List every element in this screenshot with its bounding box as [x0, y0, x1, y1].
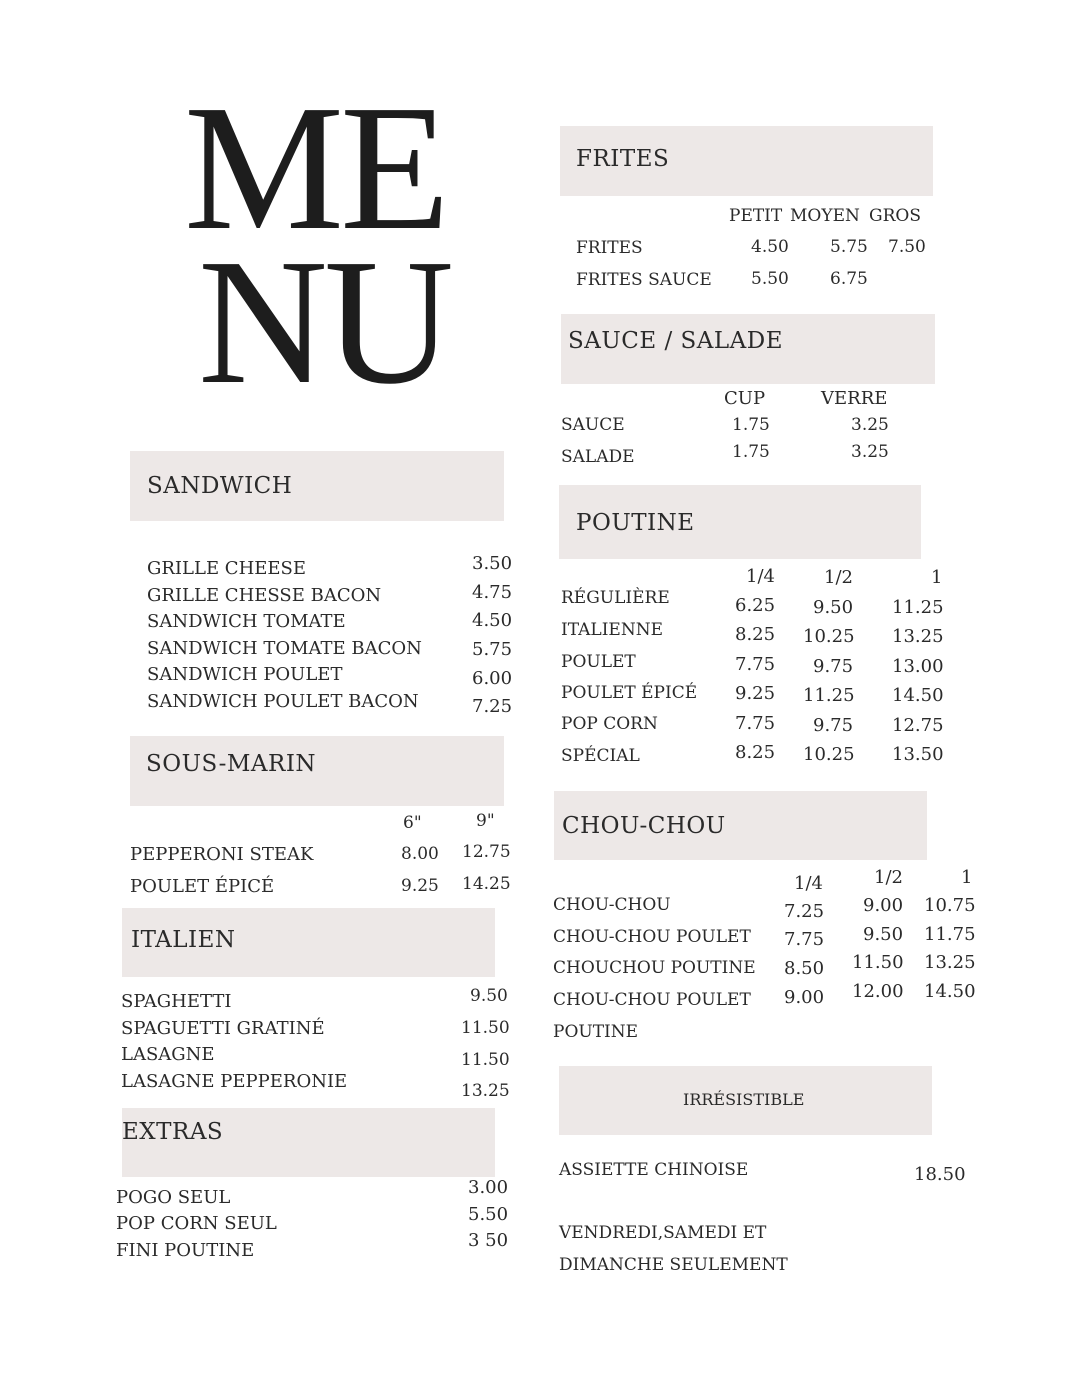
- list-item-continuation: POUTINE: [553, 1022, 639, 1042]
- menu-title-line1: ME: [184, 68, 446, 267]
- price: 11.75: [924, 924, 976, 945]
- price: 3.25: [851, 415, 889, 435]
- price: 14.25: [462, 874, 511, 894]
- list-item: CHOU-CHOU POULET: [553, 990, 751, 1010]
- price: 3.25: [851, 442, 889, 462]
- list-item: SPAGUETTI GRATINÉ: [121, 1018, 325, 1039]
- list-item: CHOU-CHOU POULET: [553, 927, 751, 947]
- list-item: ASSIETTE CHINOISE: [559, 1160, 749, 1180]
- list-item: RÉGULIÈRE: [561, 588, 670, 608]
- price: 9.25: [735, 683, 776, 704]
- list-item: PEPPERONI STEAK: [130, 844, 314, 865]
- price: 7.50: [888, 237, 926, 257]
- column-header: 1/2: [824, 567, 853, 588]
- price: 18.50: [914, 1164, 966, 1185]
- list-item: SAUCE: [561, 415, 625, 435]
- price: 7.75: [784, 929, 825, 950]
- sauce-salade-heading: SAUCE / SALADE: [568, 328, 783, 354]
- availability-note: VENDREDI,SAMEDI ET: [559, 1223, 767, 1243]
- price: 7.25: [472, 696, 513, 717]
- price: 9.50: [863, 924, 904, 945]
- list-item: POP CORN SEUL: [116, 1213, 277, 1234]
- list-item: SANDWICH POULET BACON: [147, 691, 419, 712]
- column-header: GROS: [869, 206, 921, 226]
- column-header: VERRE: [821, 388, 888, 409]
- price: 6.00: [472, 668, 513, 689]
- list-item: POP CORN: [561, 714, 658, 734]
- price: 1.75: [732, 442, 770, 462]
- list-item: SANDWICH POULET: [147, 664, 343, 685]
- price: 3.00: [468, 1177, 509, 1198]
- price: 11.50: [461, 1018, 510, 1038]
- price: 12.00: [852, 981, 904, 1002]
- price: 8.00: [401, 844, 439, 864]
- chou-chou-heading: CHOU-CHOU: [562, 813, 726, 839]
- price: 13.25: [892, 626, 944, 647]
- list-item: CHOUCHOU POUTINE: [553, 958, 756, 978]
- price: 8.50: [784, 958, 825, 979]
- price: 10.25: [803, 626, 855, 647]
- price: 14.50: [924, 981, 976, 1002]
- price: 7.25: [784, 901, 825, 922]
- list-item: SALADE: [561, 447, 635, 467]
- price: 11.25: [803, 685, 855, 706]
- column-header: CUP: [724, 388, 766, 409]
- irresistible-heading: IRRÉSISTIBLE: [683, 1090, 805, 1109]
- price: 5.75: [472, 639, 513, 660]
- column-header: 1/2: [874, 867, 903, 888]
- list-item: FRITES: [576, 238, 643, 258]
- column-header: 9": [476, 811, 495, 831]
- list-item: SANDWICH TOMATE BACON: [147, 638, 422, 659]
- price: 9.50: [813, 597, 854, 618]
- price: 11.25: [892, 597, 944, 618]
- price: 4.50: [751, 237, 789, 257]
- price: 14.50: [892, 685, 944, 706]
- price: 13.25: [461, 1081, 510, 1101]
- list-item: SANDWICH TOMATE: [147, 611, 346, 632]
- price: 7.75: [735, 654, 776, 675]
- list-item: ITALIENNE: [561, 620, 663, 640]
- sandwich-heading: SANDWICH: [147, 473, 293, 499]
- price: 13.25: [924, 952, 976, 973]
- price: 10.75: [924, 895, 976, 916]
- price: 7.75: [735, 713, 776, 734]
- price: 8.25: [735, 624, 776, 645]
- list-item: POULET: [561, 652, 636, 672]
- price: 12.75: [892, 715, 944, 736]
- price: 9.00: [863, 895, 904, 916]
- price: 9.00: [784, 987, 825, 1008]
- list-item: LASAGNE: [121, 1044, 215, 1065]
- list-item: SPÉCIAL: [561, 746, 640, 766]
- price: 11.50: [461, 1050, 510, 1070]
- column-header: 6": [403, 813, 422, 833]
- price: 3 50: [468, 1230, 509, 1251]
- price: 5.50: [468, 1204, 509, 1225]
- price: 9.75: [813, 715, 854, 736]
- list-item: GRILLE CHESSE BACON: [147, 585, 382, 606]
- list-item: POULET ÉPICÉ: [561, 683, 698, 703]
- price: 11.50: [852, 952, 904, 973]
- column-header: 1/4: [746, 566, 775, 587]
- menu-title-line2: NU: [198, 222, 450, 421]
- column-header: 1/4: [794, 873, 823, 894]
- sous-marin-heading: SOUS-MARIN: [146, 751, 317, 777]
- price: 5.50: [751, 269, 789, 289]
- list-item: LASAGNE PEPPERONIE: [121, 1071, 348, 1092]
- column-header: 1: [961, 867, 973, 888]
- list-item: FRITES SAUCE: [576, 270, 712, 290]
- price: 9.25: [401, 876, 439, 896]
- extras-heading: EXTRAS: [122, 1119, 224, 1145]
- price: 13.50: [892, 744, 944, 765]
- frites-heading: FRITES: [576, 146, 670, 172]
- list-item: FINI POUTINE: [116, 1240, 255, 1261]
- price: 4.50: [472, 610, 513, 631]
- price: 13.00: [892, 656, 944, 677]
- poutine-heading: POUTINE: [576, 510, 695, 536]
- price: 4.75: [472, 582, 513, 603]
- price: 12.75: [462, 842, 511, 862]
- list-item: POGO SEUL: [116, 1187, 231, 1208]
- price: 10.25: [803, 744, 855, 765]
- column-header: MOYEN: [790, 206, 860, 226]
- price: 6.25: [735, 595, 776, 616]
- price: 5.75: [830, 237, 868, 257]
- price: 6.75: [830, 269, 868, 289]
- availability-note: DIMANCHE SEULEMENT: [559, 1255, 788, 1275]
- list-item: SPAGHETTI: [121, 991, 232, 1012]
- price: 9.50: [470, 986, 508, 1006]
- column-header: 1: [931, 567, 943, 588]
- price: 8.25: [735, 742, 776, 763]
- price: 9.75: [813, 656, 854, 677]
- price: 3.50: [472, 553, 513, 574]
- price: 1.75: [732, 415, 770, 435]
- list-item: POULET ÉPICÉ: [130, 876, 275, 897]
- column-header: PETIT: [729, 206, 783, 226]
- list-item: GRILLE CHEESE: [147, 558, 307, 579]
- italien-heading: ITALIEN: [131, 927, 236, 953]
- list-item: CHOU-CHOU: [553, 895, 671, 915]
